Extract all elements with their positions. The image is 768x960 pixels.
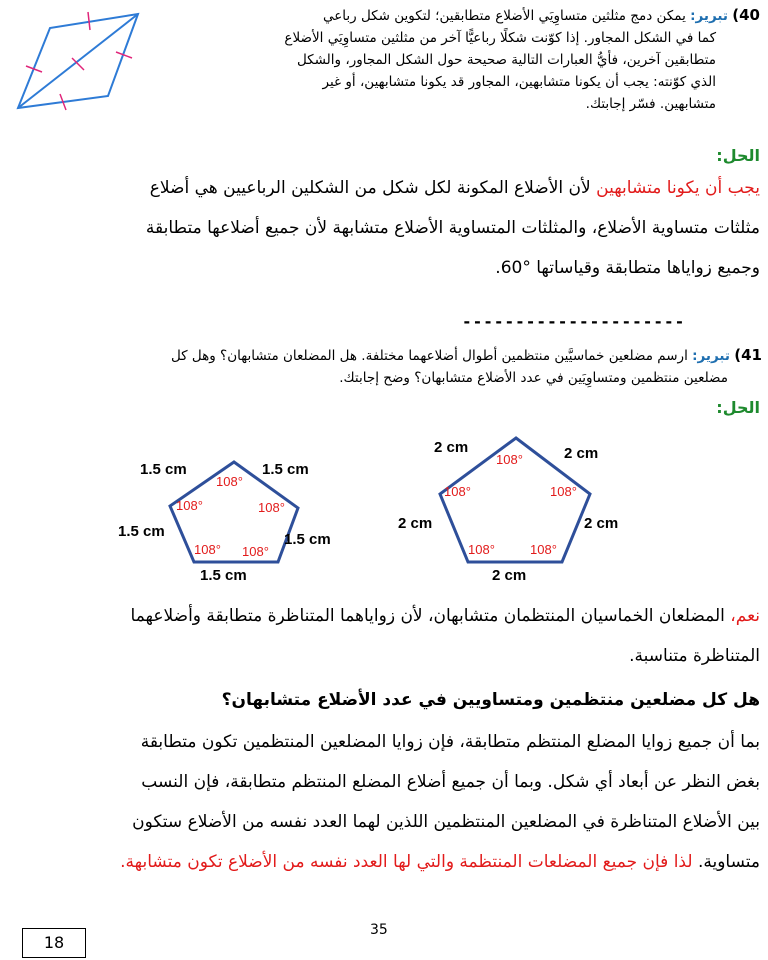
side-label: 2 cm [398, 515, 433, 532]
subquestion-heading: هل كل مضلعين منتظمين ومتساويين في عدد الأضلاع متشابهان؟ [221, 690, 760, 710]
q41-line-2: مضلعين منتظمين ومتساوِيَين في عدد الأضلاع متشابهان؟ وضح إجابتك. [339, 370, 728, 386]
q41-paragraph [6, 722, 760, 882]
para-line-1: بما أن جميع زوايا المضلع المنتظم متطابقة، فإن زوايا المضلعين المنتظمين تكون متطابقة [140, 732, 760, 752]
angle-label: 108° [176, 498, 203, 513]
answer-line-2: مثلثات متساوية الأضلاع، والمثلثات المتساوية الأضلاع متشابهة لأن جميع أضلاعها متطابقة [145, 218, 760, 238]
side-label: 1.5 cm [200, 567, 247, 584]
angle-label: 108° [550, 484, 577, 499]
rhombus-figure [8, 8, 148, 118]
q40-line-2: كما في الشكل المجاور. إذا كوّنت شكلًا رباعيًّا آخر من مثلثين متساوِيَي الأضلاع [284, 30, 716, 46]
angle-label: 108° [194, 542, 221, 557]
side-label: 1.5 cm [262, 461, 309, 478]
angle-label: 108° [530, 542, 557, 557]
side-label: 2 cm [492, 567, 527, 584]
answer-line-3: وجميع زواياها متطابقة وقياساتها °60. [495, 258, 760, 278]
q41-text [6, 344, 762, 389]
q40-line-5: متشابهين. فسّر إجابتك. [585, 96, 716, 112]
answer-line-1: لأن الأضلاع المكونة لكل شكل من الشكلين الرباعيين هي أضلاع [149, 178, 597, 198]
q41-answer [6, 596, 760, 676]
side-label: 2 cm [564, 445, 599, 462]
small-pentagon-figure [112, 452, 352, 592]
angle-label: 108° [444, 484, 471, 499]
angle-label: 108° [242, 544, 269, 559]
q40-line-3: متطابقين آخرين، فأيُّ العبارات التالية صحيحة حول الشكل المجاور، والشكل [296, 52, 716, 68]
page-number-box: 18 [22, 928, 86, 958]
angle-label: 108° [258, 500, 285, 515]
reasoning-tag: تبرير: [690, 8, 728, 24]
para-line-4: متساوية. [692, 852, 760, 872]
para-line-3: بين الأضلاع المتناظرة في المضلعين المنتظمين اللذين لهما العدد نفسه من الأضلاع ستكون [132, 812, 760, 832]
angle-label: 108° [216, 474, 243, 489]
q40-text [150, 4, 760, 115]
question-number: 40) [732, 6, 760, 24]
side-label: 2 cm [434, 439, 469, 456]
large-pentagon-figure [394, 432, 634, 592]
reasoning-tag: تبرير: [692, 348, 730, 364]
q40-line-1: يمكن دمج مثلثين متساوِيَي الأضلاع متطابقين؛ لتكوين شكل رباعي [322, 8, 686, 24]
page-number-center: 35 [370, 922, 388, 938]
answer-line-1: المضلعان الخماسيان المنتظمان متشابهان، لأن زواياهما المتناظرة متطابقة وأضلاعهما [130, 606, 731, 626]
side-label: 1.5 cm [140, 461, 187, 478]
answer-highlight: نعم، [730, 606, 760, 626]
q40-answer [6, 168, 760, 288]
answer-highlight: يجب أن يكونا متشابهين [596, 178, 760, 198]
conclusion-highlight: لذا فإن جميع المضلعات المنتظمة والتي لها العدد نفسه من الأضلاع تكون متشابهة. [120, 852, 693, 872]
side-label: 1.5 cm [118, 523, 165, 540]
side-label: 2 cm [584, 515, 619, 532]
tick-mark [88, 12, 90, 30]
separator-dashes: --------------------- [462, 312, 686, 331]
q40-line-4: الذي كوّنته: يجب أن يكونا متشابهين، المجاور قد يكونا متشابهين، أو غير [322, 74, 716, 90]
angle-label: 108° [468, 542, 495, 557]
para-line-2: بغض النظر عن أبعاد أي شكل. وبما أن جميع أضلاع المضلع المنتظم متطابقة، فإن النسب [141, 772, 760, 792]
solution-label: الحل: [716, 398, 760, 417]
solution-label: الحل: [716, 146, 760, 165]
question-number: 41) [734, 346, 762, 364]
angle-label: 108° [496, 452, 523, 467]
answer-line-2: المتناظرة متناسبة. [629, 646, 760, 666]
q41-line-1: ارسم مضلعين خماسيَّين منتظمين أطوال أضلاعهما مختلفة. هل المضلعان متشابهان؟ وهل كل [170, 348, 688, 364]
side-label: 1.5 cm [284, 531, 331, 548]
